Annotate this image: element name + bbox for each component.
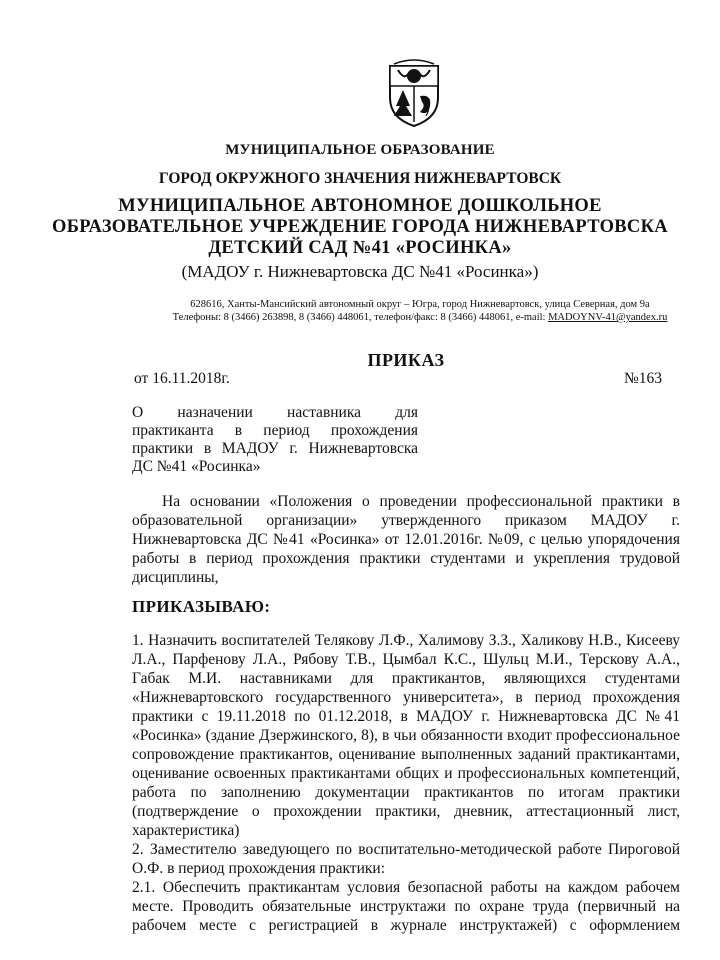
subject-line: практиканта в период прохождения: [132, 422, 418, 439]
organization-name-line: ДЕТСКИЙ САД №41 «РОСИНКА»: [208, 238, 512, 258]
address-line: 628616, Ханты-Мансийский автономный округ – Югра, город Нижневартовск, улица Северная, дом 9а: [190, 299, 650, 310]
order-body: [132, 631, 680, 935]
body-line: «Нижневартовского государственного университета», в период прохождения: [132, 689, 680, 706]
body-line: практики с 19.11.2018 по 01.12.2018, в МАДОУ г. Нижневартовска ДС №41: [132, 708, 680, 725]
phones-text: Телефоны: 8 (3466) 263898, 8 (3466) 448061, телефон/факс: 8 (3466) 448061, e-mail:: [172, 312, 549, 323]
body-line: 2.1. Обеспечить практикантам условия безопасной работы на каждом рабочем: [132, 879, 680, 896]
contacts-line: [60, 312, 720, 323]
email-link[interactable]: MADOYNV-41@yandex.ru: [548, 312, 668, 323]
order-subject: [132, 404, 418, 476]
municipality-heading: МУНИЦИПАЛЬНОЕ ОБРАЗОВАНИЕ: [225, 142, 495, 158]
body-line: «Росинка» (здание Дзержинского, 8), в чьи обязанности входит профессиональное: [132, 727, 680, 744]
order-date: от 16.11.2018г.: [134, 370, 230, 387]
preamble-line: На основании «Положения о проведении профессиональной практики в: [162, 493, 680, 510]
organization-abbreviation: (МАДОУ г. Нижневартовска ДС №41 «Росинка»): [181, 262, 539, 281]
body-line: месте. Проводить обязательные инструктажи по охране труда (первичный на: [132, 898, 680, 915]
subject-line: ДС №41 «Росинка»: [132, 458, 261, 475]
body-line: О.Ф. в период прохождения практики:: [132, 860, 385, 877]
body-line: Габак М.И. наставниками для практикантов, являющихся студентами: [132, 670, 680, 687]
body-line: Л.А., Парфенову Л.А., Рябову Т.В., Цымбал К.С., Шульц М.И., Терскову А.А.,: [132, 651, 680, 668]
preamble-line: образовательной организации» утвержденного приказом МАДОУ г.: [132, 512, 680, 529]
organization-name-line: МУНИЦИПАЛЬНОЕ АВТОНОМНОЕ ДОШКОЛЬНОЕ: [118, 196, 602, 216]
preamble-line: работы в период прохождения практики студентами и укрепления трудовой: [132, 550, 680, 567]
preamble-paragraph: [132, 492, 680, 587]
subject-line: О назначении наставника для: [132, 404, 418, 421]
preamble-line: дисциплины,: [132, 569, 219, 586]
body-line: характеристика): [132, 822, 240, 839]
subject-line: практики в МАДОУ г. Нижневартовска: [132, 440, 418, 457]
body-line: (подтверждение о прохождении практики, дневник, аттестационный лист,: [132, 803, 680, 820]
body-line: 2. Заместителю заведующего по воспитательно-методической работе Пироговой: [132, 841, 680, 858]
body-line: работа по заполнению документации практикантов по итогам практики: [132, 784, 680, 801]
body-line: 1. Назначить воспитателей Телякову Л.Ф., Халимову З.З., Халикову Н.В., Кисееву: [132, 632, 680, 649]
organization-name: [0, 196, 720, 259]
order-number: №163: [624, 370, 663, 387]
coat-of-arms-icon: [386, 56, 442, 128]
order-directive: ПРИКАЗЫВАЮ:: [132, 597, 271, 616]
body-line: сопровождение практикантов, оценивание выполненных заданий практикантами,: [132, 746, 680, 763]
body-line: рабочем месте с регистрацией в журнале инструктажей) с оформлением: [132, 917, 680, 934]
organization-name-line: ОБРАЗОВАТЕЛЬНОЕ УЧРЕЖДЕНИЕ ГОРОДА НИЖНЕВАРТОВСКА: [52, 217, 668, 237]
document-title: ПРИКАЗ: [367, 350, 445, 370]
city-heading: ГОРОД ОКРУЖНОГО ЗНАЧЕНИЯ НИЖНЕВАРТОВСК: [158, 170, 562, 187]
body-line: оценивание освоенных практикантами общих и профессиональных компетенций,: [132, 765, 680, 782]
preamble-line: Нижневартовска ДС №41 «Росинка» от 12.01.2016г. №09, с целью упорядочения: [132, 531, 680, 548]
